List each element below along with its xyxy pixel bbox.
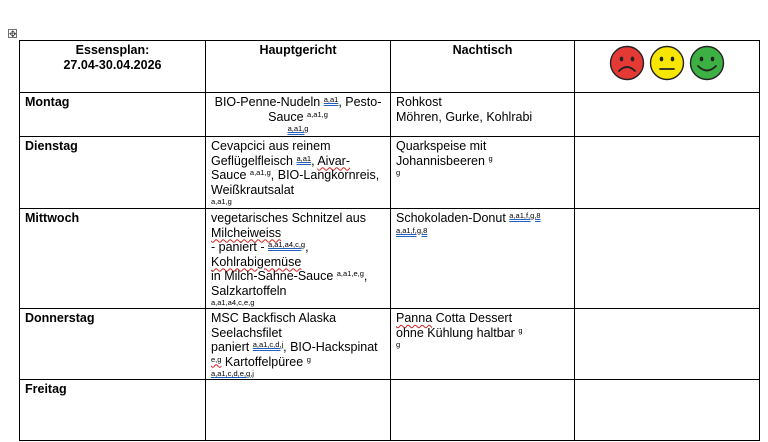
allergen-code: g bbox=[488, 153, 493, 163]
allergen-code: a,a1,g bbox=[249, 168, 271, 177]
dessert-text: Panna bbox=[396, 311, 433, 325]
happy-face-icon bbox=[689, 45, 725, 81]
day-label: Dienstag bbox=[25, 139, 78, 153]
dish-text: , bbox=[363, 269, 368, 283]
dish-text: Aivar- bbox=[317, 153, 350, 168]
allergen-code: a,a1 bbox=[323, 95, 339, 104]
dessert-cell[interactable] bbox=[391, 309, 575, 380]
rating-cell[interactable] bbox=[575, 380, 760, 441]
day-label: Mittwoch bbox=[25, 211, 80, 225]
table-row bbox=[20, 380, 760, 441]
allergen-code: a,a1,a4,c,g bbox=[267, 240, 306, 249]
dish-text: - paniert - bbox=[211, 240, 268, 254]
dish-text: Cevapcici aus reinem bbox=[211, 139, 331, 153]
main-course-header[interactable] bbox=[206, 41, 391, 93]
allergen-summary: g bbox=[396, 340, 401, 349]
table-row bbox=[20, 309, 760, 380]
title-line1: Essensplan: bbox=[75, 43, 150, 57]
dish-text: , bbox=[305, 240, 309, 254]
title-cell[interactable] bbox=[20, 41, 206, 93]
day-label: Montag bbox=[25, 95, 70, 109]
allergen-summary: g bbox=[396, 168, 401, 177]
allergen-summary: a,a1,a4,c,e,g bbox=[211, 298, 255, 307]
dessert-text: Möhren, Gurke, Kohlrabi bbox=[396, 109, 533, 124]
dessert-cell[interactable] bbox=[391, 380, 575, 441]
table-row bbox=[20, 137, 760, 209]
allergen-code: a,a1,g bbox=[307, 109, 328, 119]
day-cell[interactable] bbox=[20, 93, 206, 137]
dish-text: , bbox=[311, 153, 318, 168]
dessert-cell[interactable] bbox=[391, 93, 575, 137]
table-row bbox=[20, 209, 760, 309]
main-course-cell[interactable] bbox=[206, 209, 391, 309]
dish-text: MSC Backfisch Alaska bbox=[211, 311, 337, 325]
rating-cell[interactable] bbox=[575, 93, 760, 137]
main-course-label: Hauptgericht bbox=[259, 43, 337, 57]
dessert-text: Quarkspeise mit bbox=[396, 139, 487, 153]
allergen-summary: a,a1,f,g,8 bbox=[396, 225, 428, 235]
dessert-cell[interactable] bbox=[391, 137, 575, 209]
allergen-summary: a,a1,g bbox=[211, 197, 232, 206]
rating-cell[interactable] bbox=[575, 137, 760, 209]
day-cell[interactable] bbox=[20, 209, 206, 309]
dish-text: BIO-Penne-Nudeln bbox=[214, 95, 324, 109]
dessert-cell[interactable] bbox=[391, 209, 575, 309]
day-label: Donnerstag bbox=[25, 311, 95, 325]
dish-text: Sauce bbox=[211, 168, 250, 182]
main-course-cell[interactable] bbox=[206, 93, 391, 137]
allergen-code: a,a1,f,g,8 bbox=[509, 211, 541, 220]
neutral-face-icon bbox=[649, 45, 685, 81]
dish-text: Weißkrautsalat bbox=[211, 182, 295, 197]
allergen-code: e,g bbox=[211, 354, 222, 364]
allergen-code: a,a1,c,d,j bbox=[252, 340, 284, 349]
dish-text: paniert bbox=[211, 340, 253, 354]
meal-plan-table bbox=[19, 40, 760, 441]
table-row bbox=[20, 93, 760, 137]
dish-text: Sauce bbox=[268, 109, 308, 124]
dessert-text: Schokoladen-Donut bbox=[396, 211, 510, 225]
sad-face-icon bbox=[609, 45, 645, 81]
main-course-cell[interactable] bbox=[206, 309, 391, 380]
rating-faces bbox=[580, 43, 754, 81]
allergen-summary: a,a1,c,d,e,g,j bbox=[211, 369, 254, 378]
dish-text: , BIO-Hackspinat bbox=[283, 340, 378, 354]
main-course-cell[interactable] bbox=[206, 137, 391, 209]
table-move-handle[interactable]: ✥ bbox=[9, 29, 17, 39]
allergen-code: a,a1,e,g bbox=[336, 269, 364, 278]
header-row bbox=[20, 41, 760, 93]
main-course-cell[interactable] bbox=[206, 380, 391, 441]
dish-text: Salzkartoffeln bbox=[211, 283, 287, 298]
dessert-text: Johannisbeeren bbox=[396, 153, 489, 168]
allergen-code: a,a1 bbox=[296, 153, 312, 163]
dish-text: , Pesto- bbox=[338, 95, 382, 109]
dessert-label: Nachtisch bbox=[452, 43, 513, 57]
day-cell[interactable] bbox=[20, 309, 206, 380]
dessert-text: ohne Kühlung haltbar bbox=[396, 325, 519, 340]
rating-header[interactable] bbox=[575, 41, 760, 93]
dish-text: , BIO-Langkornreis, bbox=[270, 168, 380, 182]
dish-text: Seelachsfilet bbox=[211, 325, 282, 340]
rating-cell[interactable] bbox=[575, 309, 760, 380]
day-cell[interactable] bbox=[20, 137, 206, 209]
dish-text: Kartoffelpüree bbox=[221, 354, 307, 369]
day-label: Freitag bbox=[25, 382, 67, 396]
allergen-code: g bbox=[518, 325, 523, 335]
allergen-code: g bbox=[306, 354, 311, 364]
rating-cell[interactable] bbox=[575, 209, 760, 309]
allergen-summary: a,a1,g bbox=[287, 124, 309, 133]
dessert-header[interactable] bbox=[391, 41, 575, 93]
dessert-text: Rohkost bbox=[396, 95, 442, 109]
title-line2: 27.04-30.04.2026 bbox=[63, 57, 162, 72]
dish-text: in Milch-Sahne-Sauce bbox=[211, 269, 337, 283]
dish-text: Geflügelfleisch bbox=[211, 153, 297, 168]
dish-text: vegetarisches Schnitzel aus bbox=[211, 211, 366, 225]
dessert-text: Cotta Dessert bbox=[432, 311, 513, 325]
day-cell[interactable] bbox=[20, 380, 206, 441]
dish-text: Milcheiweiss bbox=[211, 225, 282, 240]
dish-text: Kohlrabigemüse bbox=[211, 254, 302, 269]
